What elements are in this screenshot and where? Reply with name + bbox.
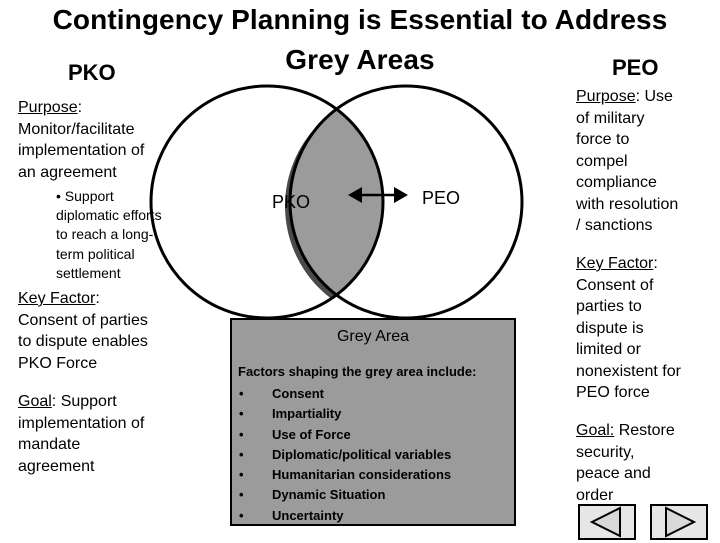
grey-area-factor: • Use of Force [238, 425, 451, 445]
pko-bullet-line-5: settlement [56, 264, 121, 281]
pko-bullet-line-4: term political [56, 245, 135, 262]
peo-purpose-line-1: of military [576, 109, 645, 127]
peo-key-factor-line-2: parties to [576, 298, 642, 315]
pko-goal [18, 391, 198, 477]
pko-purpose-line-1: Monitor/facilitate [18, 120, 135, 138]
peo-purpose-line-4: compliance [576, 174, 657, 191]
pko-key-factor-colon: : [95, 290, 100, 307]
venn-pko-label: PKO [272, 192, 311, 212]
triangle-right-icon [652, 506, 706, 538]
triangle-left-icon [580, 506, 634, 538]
peo-goal [576, 420, 716, 506]
peo-key-factor-line-5: nonexistent for [576, 362, 681, 380]
peo-purpose-label: Purpose [576, 88, 636, 105]
pko-key-factor-line-1: Consent of parties [18, 311, 148, 329]
pko-goal-label: Goal [18, 393, 52, 410]
pko-goal-first-rest: : Support [51, 393, 117, 410]
pko-bullet-line-2: diplomatic efforts [56, 207, 162, 224]
peo-purpose-line-2: force to [576, 131, 630, 148]
peo-key-factor-first-rest: : [653, 255, 658, 272]
pko-bullet-line-3: to reach a long- [56, 226, 154, 243]
pko-purpose-colon: : [77, 99, 83, 116]
pko-goal-line-3: agreement [18, 457, 95, 475]
slide-title-line1: Contingency Planning is Essential to Address [52, 4, 668, 35]
grey-area-factor: • Dynamic Situation [238, 485, 451, 505]
peo-heading: PEO [612, 55, 659, 80]
grey-area-factor-list [238, 384, 451, 526]
grey-area-factor: • Humanitarian considerations [238, 465, 451, 485]
grey-area-factor: • Uncertainty [238, 506, 451, 526]
pko-key-factor-label: Key Factor [18, 290, 96, 307]
grey-area-title: Grey Area [336, 328, 410, 345]
peo-goal-line-3: order [576, 486, 614, 504]
peo-key-factor-line-3: dispute is [576, 319, 644, 337]
peo-purpose-line-6: / sanctions [576, 217, 653, 234]
grey-area-intro: Factors shaping the grey area include: [238, 364, 477, 379]
pko-purpose [18, 97, 188, 183]
pko-key-factor-line-2: to dispute enables [18, 333, 148, 350]
pko-key-factor [18, 288, 198, 374]
pko-key-factor-line-3: PKO Force [18, 354, 98, 372]
peo-key-factor-label: Key Factor [576, 255, 654, 272]
peo-key-factor-line-4: limited or [576, 341, 641, 358]
pko-bullet-line-1: • Support [56, 188, 114, 204]
pko-bullet [56, 187, 196, 283]
peo-purpose-first-rest: : Use [635, 88, 673, 105]
next-slide-button[interactable] [650, 504, 708, 540]
pko-purpose-line-3: an agreement [18, 163, 117, 181]
peo-purpose-line-3: compel [576, 152, 628, 170]
peo-goal-label: Goal: [576, 422, 615, 439]
grey-area-factor: • Diplomatic/political variables [238, 445, 451, 465]
peo-key-factor-line-1: Consent of [576, 276, 654, 294]
peo-purpose-line-5: with resolution [576, 195, 679, 213]
previous-slide-button[interactable] [578, 504, 636, 540]
peo-goal-first-rest: Restore [614, 422, 675, 439]
pko-purpose-line-2: implementation of [18, 142, 145, 159]
grey-area-factor: • Impartiality [238, 404, 451, 424]
peo-goal-line-1: security, [576, 443, 635, 461]
venn-peo-label: PEO [422, 188, 461, 208]
pko-purpose-label: Purpose [18, 99, 78, 116]
pko-goal-line-2: mandate [18, 436, 81, 453]
peo-key-factor [576, 253, 716, 404]
peo-key-factor-line-6: PEO force [576, 384, 650, 401]
pko-heading: PKO [68, 60, 116, 85]
grey-area-factor: • Consent [238, 384, 451, 404]
peo-purpose [576, 86, 716, 237]
pko-goal-line-1: implementation of [18, 414, 145, 432]
grey-area-box [230, 318, 516, 526]
slide-title-line2: Grey Areas [285, 44, 435, 75]
peo-goal-line-2: peace and [576, 465, 651, 482]
